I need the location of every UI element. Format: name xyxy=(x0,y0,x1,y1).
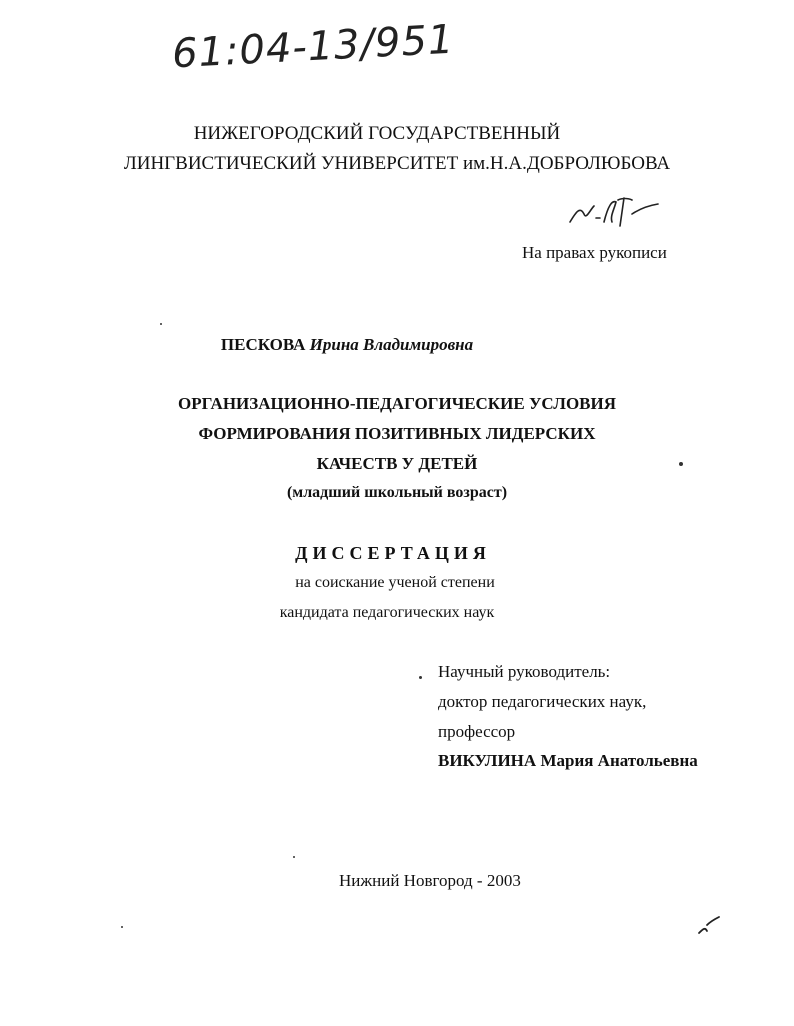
degree-line-2: кандидата педагогических наук xyxy=(279,604,495,621)
thesis-title-line-3: КАЧЕСТВ У ДЕТЕЙ xyxy=(316,454,478,473)
thesis-subtitle: (младший школьный возраст) xyxy=(286,484,508,501)
author-given-names: Ирина Владимировна xyxy=(309,335,474,354)
author-surname: ПЕСКОВА xyxy=(220,335,306,354)
city-year: Нижний Новгород - 2003 xyxy=(339,871,521,890)
thesis-title-line-1: ОРГАНИЗАЦИОННО-ПЕДАГОГИЧЕСКИЕ УСЛОВИЯ xyxy=(177,394,617,413)
advisor-given-names: Мария Анатольевна xyxy=(540,751,698,770)
advisor-role: Научный руководитель: xyxy=(438,662,611,681)
document-type-label: ДИССЕРТАЦИЯ xyxy=(295,543,491,563)
institution-line-2: ЛИНГВИСТИЧЕСКИЙ УНИВЕРСИТЕТ им.Н.А.ДОБРОЛЮБОВА xyxy=(123,153,671,174)
advisor-name xyxy=(438,751,698,771)
speck-mark xyxy=(419,676,422,679)
speck-mark xyxy=(679,462,683,466)
degree-line-1: на соискание ученой степени xyxy=(295,574,495,591)
speck-mark xyxy=(121,926,123,928)
manuscript-rights-note: На правах рукописи xyxy=(522,243,667,262)
thesis-title-line-2: ФОРМИРОВАНИЯ ПОЗИТИВНЫХ ЛИДЕРСКИХ xyxy=(198,424,596,443)
archive-code-handwritten: 61:04-13/951 xyxy=(170,16,456,78)
advisor-surname: ВИКУЛИНА xyxy=(438,751,537,770)
speck-mark xyxy=(293,856,295,858)
author-name xyxy=(0,334,744,356)
check-mark-icon xyxy=(695,915,725,937)
advisor-position: профессор xyxy=(438,722,516,741)
signature-mark-icon xyxy=(566,192,662,232)
institution-line-1: НИЖЕГОРОДСКИЙ ГОСУДАРСТВЕННЫЙ xyxy=(193,123,561,144)
advisor-degree: доктор педагогических наук, xyxy=(438,692,647,711)
speck-mark xyxy=(160,323,162,325)
